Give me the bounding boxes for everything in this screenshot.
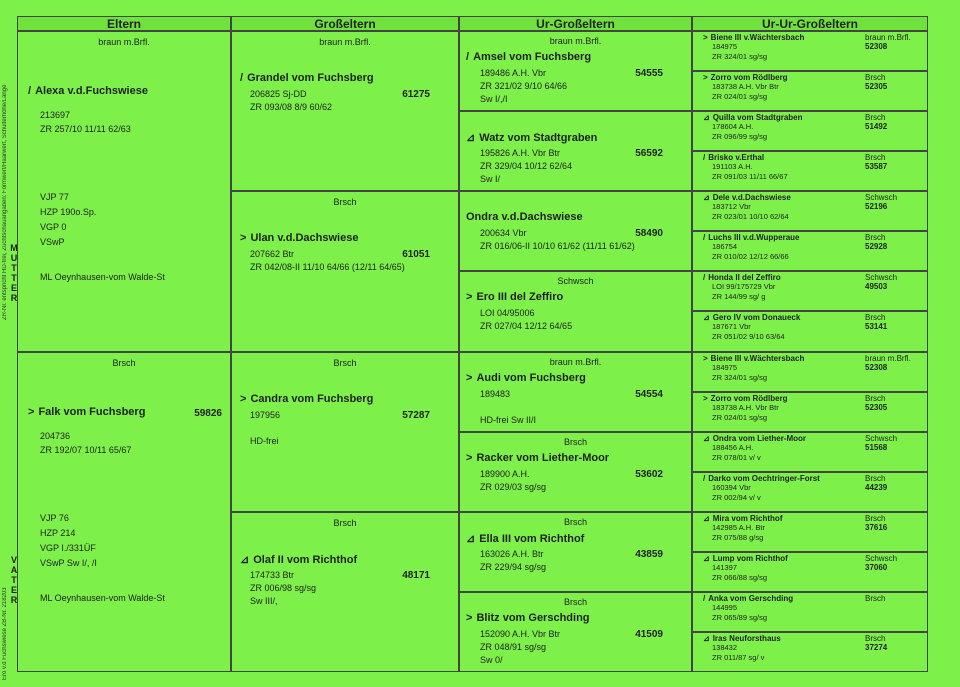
detail-line: ZR 324/01 sg/sg: [712, 52, 768, 61]
detail-line: ZR 048/91 sg/sg: [480, 641, 547, 652]
detail-line: LOI 04/95006: [480, 308, 535, 319]
detail-line: 206825 Sj-DD: [250, 89, 307, 99]
detail-line: 183738 A.H. Vbr Btr: [712, 402, 779, 412]
registry-number: 52305: [865, 82, 888, 92]
detail-line: Sw III/,: [250, 595, 278, 606]
great-great-grandparent-cell: [692, 31, 928, 71]
detail-line: 191103 A.H.: [712, 162, 753, 172]
detail-line: 174733 Btr: [250, 569, 295, 580]
header-urgrosseltern: Ur-Großeltern: [459, 16, 692, 31]
detail-line: ZR 093/08 8/9 60/62: [250, 102, 333, 112]
registry-number: 43859: [635, 548, 663, 560]
dog-name-text: Racker vom Liether-Moor: [476, 451, 610, 464]
great-grandparent-cell: [459, 352, 692, 432]
detail-line: 160394 Vbr: [712, 482, 751, 492]
registry-number: 52308: [865, 362, 888, 372]
great-grandparent-cell: [459, 512, 692, 592]
dog-name: [28, 85, 148, 97]
registry-number: 52928: [865, 242, 888, 252]
registry-number: 52196: [865, 202, 888, 212]
great-great-grandparent-cell: [692, 271, 928, 311]
dog-name-text: Grandel vom Fuchsberg: [247, 72, 374, 84]
relation-mark: >: [466, 611, 473, 624]
coat-color: Brsch: [333, 517, 357, 528]
dog-name: [703, 514, 782, 523]
relation-mark: ⊿: [466, 532, 476, 545]
registry-number: 54554: [635, 388, 663, 400]
registry-number: 44239: [865, 482, 888, 492]
detail-line: 188456 A.H.: [712, 442, 754, 452]
grandparent-cell: [231, 191, 459, 351]
detail-line: Sw I/,/I: [480, 94, 508, 104]
breeder-line: ML Oeynhausen-vom Walde-St: [40, 592, 165, 603]
detail-line: ZR 329/04 10/12 62/64: [480, 161, 573, 172]
coat-color: braun m.Brfl.: [865, 353, 911, 363]
great-great-grandparent-cell: [692, 311, 928, 351]
dog-name: [466, 291, 563, 303]
detail-line: ZR 024/01 sg/sg: [712, 412, 768, 422]
dog-name: [703, 354, 804, 363]
detail-line: 189486 A.H. Vbr: [480, 68, 547, 78]
dog-name: [466, 51, 591, 63]
coat-color: Brsch: [865, 113, 886, 123]
great-great-grandparent-cell: [692, 552, 928, 592]
coat-color: Brsch: [865, 633, 886, 643]
detail-line: Sw 0/: [480, 654, 503, 665]
dog-name: [466, 372, 586, 384]
relation-mark: /: [703, 233, 706, 243]
detail-line: 152090 A.H. Vbr Btr: [480, 628, 561, 639]
coat-color: Brsch: [865, 153, 886, 163]
header-grosseltern: Großeltern: [231, 16, 459, 31]
header-ururgrosseltern: Ur-Ur-Großeltern: [692, 16, 928, 31]
dog-name: [466, 532, 584, 545]
coat-color: Brsch: [865, 313, 886, 323]
coat-color: Schwsch: [557, 276, 594, 287]
coat-color: Brsch: [865, 473, 886, 483]
detail-line: 138432: [712, 642, 738, 652]
relation-mark: ⊿: [703, 553, 710, 563]
relation-mark: ⊿: [703, 633, 710, 643]
detail-line: ZR 144/99 sg/ g: [712, 292, 766, 302]
registry-number: 54555: [635, 68, 663, 79]
great-great-grandparent-cell: [692, 191, 928, 231]
dog-name-text: Gero IV vom Donaueck: [712, 313, 801, 323]
vater-label: V A T E R: [10, 555, 18, 605]
test-score: VJP 77: [40, 192, 69, 202]
detail-line: ZR 066/88 sg/sg: [712, 572, 768, 582]
dog-name-text: Ero III del Zeffiro: [476, 291, 564, 304]
great-grandparent-cell: [459, 592, 692, 672]
breeder-line: ML Oeynhausen-vom Walde-St: [40, 272, 165, 282]
dog-name-text: Mira vom Richthof: [712, 513, 783, 523]
grandparent-cell: [231, 352, 459, 512]
relation-mark: /: [240, 72, 244, 84]
dog-name-text: Watz vom Stadtgraben: [479, 132, 598, 145]
coat-color: braun m.Brfl.: [865, 33, 911, 42]
dog-name: [703, 434, 806, 443]
coat-color: Brsch: [865, 513, 886, 523]
dog-name: [240, 553, 357, 566]
detail-line: 195826 A.H. Vbr Btr: [480, 148, 561, 159]
registry-number: 51492: [865, 122, 888, 132]
detail-line: 186754: [712, 242, 738, 252]
dog-name: [703, 273, 781, 282]
dog-name-text: Zorro vom Rödlberg: [710, 393, 788, 403]
dog-name: [28, 406, 145, 418]
detail-line: 184975: [712, 362, 738, 372]
coat-color: Brsch: [563, 436, 587, 447]
dog-name-text: Alexa v.d.Fuchswiese: [35, 85, 148, 97]
detail-line: ZR 024/01 sg/sg: [712, 92, 768, 102]
relation-mark: ⊿: [703, 113, 710, 123]
great-great-grandparent-cell: [692, 512, 928, 552]
registry-number: 53141: [865, 322, 888, 332]
great-great-grandparent-cell: [692, 71, 928, 111]
dog-name-text: Honda II del Zeffiro: [708, 273, 781, 283]
detail-line: 197956: [250, 409, 281, 420]
detail-line: ZR 002/94 v/ v: [712, 492, 761, 502]
dog-name-text: Olaf II vom Richthof: [253, 553, 358, 566]
coat-color: Brsch: [333, 357, 357, 368]
detail-line: ZR 321/02 9/10 64/66: [480, 81, 568, 91]
relation-mark: ⊿: [703, 513, 710, 523]
detail-line: 213697: [40, 110, 71, 120]
great-great-grandparent-cell: [692, 592, 928, 632]
dog-name: [466, 452, 609, 464]
dog-name: [703, 554, 788, 563]
dog-name: [703, 634, 781, 643]
relation-mark: >: [703, 73, 708, 83]
dog-name-text: Brisko v.Erthal: [708, 153, 765, 163]
registry-number: 37060: [865, 562, 888, 572]
coat-color: Schwsch: [865, 553, 898, 563]
detail-line: 184975: [712, 42, 738, 51]
test-score: HZP 190o.Sp.: [40, 207, 97, 217]
mutter-label: M U T T E R: [10, 243, 18, 303]
coat-color: braun m.Brfl.: [549, 356, 602, 367]
test-score: VGP 0: [40, 222, 67, 232]
test-score: VSwP: [40, 237, 65, 247]
dog-name: [703, 474, 820, 483]
dog-name: [466, 211, 583, 223]
detail-line: 207662 Btr: [250, 249, 295, 260]
detail-line: ZR 229/94 sg/sg: [480, 561, 547, 572]
great-great-grandparent-cell: [692, 231, 928, 271]
registry-number: 37274: [865, 642, 888, 652]
dog-name-text: Iras Neuforsthaus: [712, 633, 781, 643]
detail-line: 178604 A.H.: [712, 122, 754, 132]
relation-mark: /: [703, 273, 706, 283]
detail-line: 187671 Vbr: [712, 322, 751, 332]
detail-line: 144995: [712, 602, 738, 612]
relation-mark: ⊿: [703, 313, 710, 323]
registry-number: 49503: [865, 282, 888, 292]
registry-number: 58490: [635, 228, 663, 240]
detail-line: ZR 029/03 sg/sg: [480, 481, 547, 492]
relation-mark: /: [28, 85, 32, 97]
registry-number: 52305: [865, 402, 888, 412]
coat-color: Schwsch: [865, 273, 898, 283]
detail-line: ZR 023/01 10/10 62/64: [712, 212, 789, 222]
detail-line: 200634 Vbr: [480, 228, 527, 239]
registry-number: 61051: [402, 249, 430, 261]
dog-name-text: Ondra v.d.Dachswiese: [466, 211, 583, 224]
relation-mark: >: [703, 353, 708, 363]
relation-mark: >: [703, 33, 708, 42]
great-great-grandparent-cell: [692, 432, 928, 472]
relation-mark: >: [703, 393, 708, 403]
dog-name: [703, 193, 791, 202]
dog-name: [240, 393, 373, 405]
relation-mark: >: [466, 291, 473, 304]
great-great-grandparent-cell: [692, 352, 928, 392]
test-score: VSwP Sw I/, /I: [40, 557, 97, 568]
dog-name: [703, 113, 803, 122]
detail-line: 204736: [40, 430, 71, 441]
dog-name: [466, 612, 590, 624]
coat-color: Schwsch: [865, 433, 898, 443]
registry-number: 61275: [402, 89, 430, 100]
test-score: VJP 76: [40, 512, 69, 523]
dog-name-text: Amsel vom Fuchsberg: [473, 51, 592, 63]
great-grandparent-cell: [459, 111, 692, 191]
detail-line: ZR 010/02 12/12 66/66: [712, 252, 789, 262]
coat-color: Brsch: [563, 596, 587, 607]
dog-name-text: Anka vom Gerschding: [708, 593, 794, 603]
detail-line: ZR 096/99 sg/sg: [712, 132, 768, 142]
detail-line: ZR 011/87 sg/ v: [712, 652, 765, 662]
dog-name: [703, 73, 788, 82]
registry-number: 52308: [865, 42, 888, 51]
relation-mark: ⊿: [466, 132, 476, 145]
detail-line: ZR 042/08-II 11/10 64/66 (12/11 64/65): [250, 262, 405, 273]
dog-name: [703, 233, 800, 242]
dog-name: [240, 72, 374, 84]
dog-name-text: Zorro vom Rödlberg: [710, 73, 788, 83]
registry-number: 53587: [865, 162, 888, 172]
detail-line: ZR 091/03 11/11 66/67: [712, 172, 788, 182]
dog-name-text: Quilla vom Stadtgraben: [712, 113, 803, 123]
detail-line: ZR 192/07 10/11 65/67: [40, 444, 132, 455]
detail-line: ZR 257/10 11/11 62/63: [40, 124, 131, 134]
header-eltern: Eltern: [17, 16, 231, 31]
coat-color: braun m.Brfl.: [319, 37, 371, 47]
registry-number: 56592: [635, 148, 663, 160]
detail-line: 163026 A.H. Btr: [480, 548, 544, 559]
great-great-grandparent-cell: [692, 472, 928, 512]
coat-color: Brsch: [333, 197, 357, 208]
registry-number: 41509: [635, 628, 663, 640]
relation-mark: ⊿: [703, 193, 710, 203]
dog-name: [703, 594, 793, 603]
registry-number: 59826: [194, 407, 222, 419]
detail-line: HD-frei: [250, 435, 279, 446]
detail-line: ZR 051/02 9/10 63/64: [712, 332, 785, 342]
detail-line: ZR 075/88 g/sg: [712, 532, 764, 542]
dog-name-text: Falk vom Fuchsberg: [38, 405, 146, 418]
detail-line: HD-frei Sw II/I: [480, 414, 537, 425]
coat-color: Brsch: [865, 393, 886, 403]
dog-name-text: Ulan v.d.Dachswiese: [250, 232, 359, 245]
registry-number: 57287: [402, 409, 430, 421]
detail-line: ZR 324/01 sg/sg: [712, 372, 768, 382]
dog-name-text: Darko vom Oechtringer-Forst: [708, 473, 820, 483]
dog-name: [703, 33, 804, 42]
great-great-grandparent-cell: [692, 392, 928, 432]
test-score: VGP I./331ÜF: [40, 542, 96, 553]
dog-name-text: Dele v.d.Dachswiese: [712, 193, 791, 203]
detail-line: 142985 A.H. Btr: [712, 522, 765, 532]
great-great-grandparent-cell: [692, 151, 928, 191]
coat-color: braun m.Brfl.: [549, 36, 602, 46]
side-note-bottom: Ero v.d Fuchswiese ZB-Nr. 218203: [2, 587, 8, 680]
dog-name: [703, 394, 788, 403]
dog-name-text: Lump vom Richthof: [712, 553, 788, 563]
relation-mark: >: [466, 451, 473, 464]
dog-name: [703, 153, 764, 162]
coat-color: braun m.Brfl.: [98, 37, 150, 47]
detail-line: LOI 99/175729 Vbr: [712, 282, 776, 292]
great-grandparent-cell: [459, 432, 692, 512]
registry-number: 37616: [865, 522, 888, 532]
coat-color: Brsch: [112, 357, 136, 368]
detail-line: 141397: [712, 562, 738, 572]
relation-mark: ⊿: [703, 433, 710, 443]
relation-mark: >: [28, 405, 35, 418]
dam-cell: [17, 31, 231, 352]
detail-line: 189483: [480, 388, 511, 399]
test-score: HZP 214: [40, 527, 76, 538]
coat-color: Brsch: [865, 233, 886, 243]
relation-mark: ⊿: [240, 553, 250, 566]
registry-number: 53602: [635, 468, 663, 480]
grandparent-cell: [231, 512, 459, 672]
registry-number: 51568: [865, 442, 888, 452]
relation-mark: >: [240, 232, 247, 245]
dog-name-text: Candra vom Fuchsberg: [250, 392, 374, 405]
dog-name-text: Biene III v.Wächtersbach: [710, 353, 805, 363]
dog-name-text: Luchs III v.d.Wupperaue: [708, 233, 800, 243]
dog-name: [240, 232, 358, 244]
detail-line: ZR 016/06-II 10/10 61/62 (11/11 61/62): [480, 241, 635, 252]
detail-line: 183712 Vbr: [712, 202, 751, 212]
coat-color: Brsch: [563, 516, 587, 527]
dog-name: [703, 313, 800, 322]
sire-cell: [17, 352, 231, 673]
detail-line: ZR 065/89 sg/sg: [712, 612, 768, 622]
detail-line: ZR 006/98 sg/sg: [250, 582, 317, 593]
registry-number: 48171: [402, 569, 430, 581]
relation-mark: /: [703, 593, 706, 603]
detail-line: 189900 A.H.: [480, 468, 530, 479]
dog-name-text: Ella III vom Richthof: [479, 532, 585, 545]
relation-mark: >: [240, 392, 247, 405]
detail-line: ZR 078/01 v/ v: [712, 452, 761, 462]
dog-name-text: Biene III v.Wächtersbach: [710, 33, 805, 42]
detail-line: ZR 027/04 12/12 64/65: [480, 321, 573, 332]
relation-mark: >: [466, 371, 473, 384]
great-grandparent-cell: [459, 191, 692, 271]
coat-color: Schwsch: [865, 193, 898, 203]
dog-name-text: Blitz vom Gerschding: [476, 611, 590, 624]
detail-line: 183738 A.H. Vbr Btr: [712, 82, 779, 92]
great-grandparent-cell: [459, 31, 692, 111]
relation-mark: /: [703, 153, 706, 163]
great-great-grandparent-cell: [692, 111, 928, 151]
side-note-top: ZR-Nr. entspricht HD-frei, Zuchtschauangaben: Formwert/Haarwert, Schulterhöhe/Länge: [2, 84, 8, 320]
dog-name-text: Ondra vom Liether-Moor: [712, 433, 807, 443]
coat-color: Brsch: [865, 593, 886, 603]
relation-mark: /: [466, 51, 470, 63]
coat-color: Brsch: [865, 73, 886, 83]
relation-mark: /: [703, 473, 706, 483]
dog-name: [466, 131, 597, 144]
dog-name-text: Audi vom Fuchsberg: [476, 371, 586, 384]
detail-line: Sw I/: [480, 174, 501, 185]
great-grandparent-cell: [459, 271, 692, 351]
great-great-grandparent-cell: [692, 632, 928, 672]
grandparent-cell: [231, 31, 459, 191]
